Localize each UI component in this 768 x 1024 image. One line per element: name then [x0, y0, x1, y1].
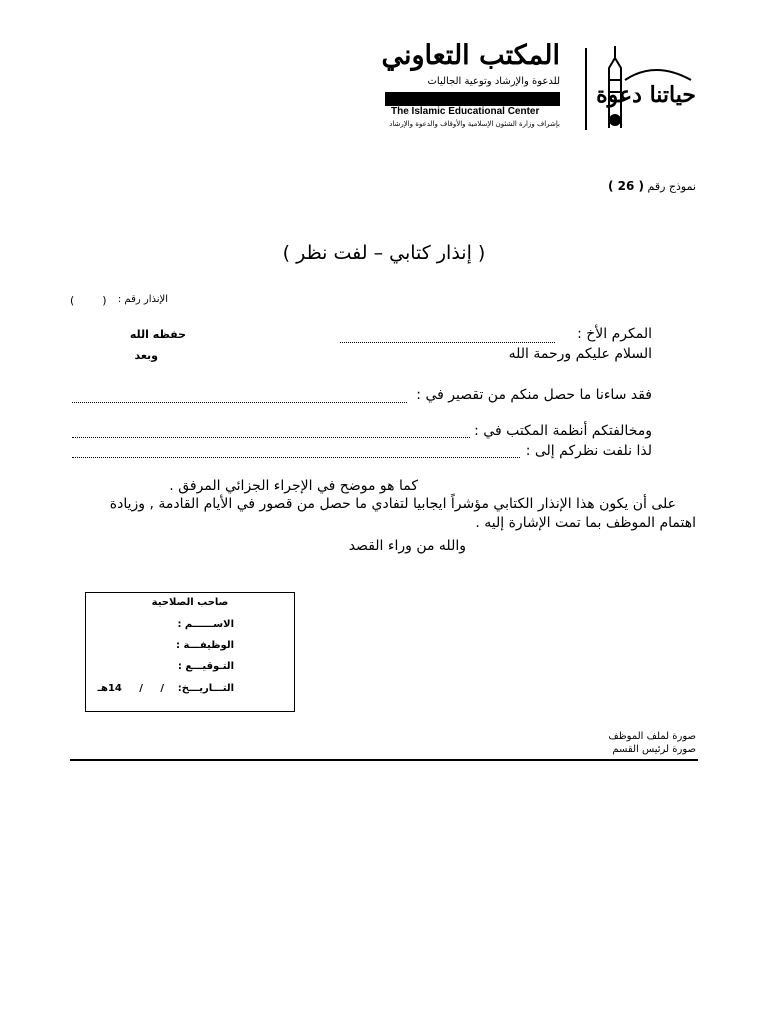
- logo-bar: [385, 92, 560, 106]
- violation-label: ومخالفتكم أنظمة المكتب في :: [474, 423, 652, 439]
- dawa-logo: [595, 40, 700, 135]
- hope-line-1: على أن يكون هذا الإنذار الكتابي مؤشراً ايجابيا لتفادي ما حصل من قصور في الأيام القادمة , وزيادة: [109, 496, 676, 512]
- recipient-suffix: حفظه الله: [129, 328, 186, 341]
- signature-box-heading: صاحب الصلاحية: [151, 597, 229, 608]
- hope-line-2: اهتمام الموظف بما تمت الإشارة إليه .: [475, 515, 696, 531]
- org-name-en: The Islamic Educational Center: [391, 106, 540, 117]
- form-number-label: نموذج رقم: [647, 180, 696, 193]
- violation-field[interactable]: [72, 437, 470, 438]
- name-label: الاســــــم :: [177, 619, 234, 630]
- procedure-line: كما هو موضح في الإجراء الجزائي المرفق .: [169, 478, 418, 494]
- form-number-value: ( 26 ): [607, 179, 644, 193]
- logo-divider: [585, 48, 587, 130]
- recipient-name-field[interactable]: [340, 342, 555, 343]
- signature-box: [85, 592, 295, 712]
- greeting-after: وبعد: [134, 349, 158, 362]
- shortcoming-label: فقد ساءنا ما حصل منكم من تقصير في :: [416, 387, 652, 403]
- org-name-ar: المكتب التعاوني: [381, 40, 560, 71]
- warning-number-label: الإنذار رقم :: [117, 294, 168, 305]
- warning-number-brackets: ( ): [70, 294, 107, 307]
- copy-line-2: صورة لرئيس القسم: [612, 744, 696, 755]
- attention-label: لذا نلفت نظركم إلى :: [525, 443, 652, 459]
- bottom-rule: [70, 759, 698, 761]
- job-label: الوظيفـــة :: [176, 640, 234, 651]
- document-title: ( إنذار كتابي – لفت نظر ): [282, 242, 486, 264]
- globe-icon: [609, 114, 621, 126]
- signature-label: التـوقيـــع :: [177, 661, 234, 672]
- org-supervision-ar: بإشراف وزارة الشئون الإسلامية والأوقاف والدعوة والإرشاد: [389, 120, 560, 128]
- org-subtitle-ar: للدعوة والإرشاد وتوعية الجاليات: [427, 76, 560, 87]
- form-number: [608, 179, 696, 193]
- greeting: السلام عليكم ورحمة الله: [508, 346, 652, 362]
- org-logo: [381, 40, 560, 130]
- date-label: التـــاريـــخ:: [177, 683, 234, 694]
- recipient-label: المكرم الأخ :: [577, 326, 652, 342]
- shortcoming-field[interactable]: [72, 402, 407, 403]
- copy-line-1: صورة لملف الموظف: [608, 731, 696, 742]
- dawa-logo-text: حياتنا دعوة: [596, 82, 696, 108]
- date-value: / / 14هـ: [97, 683, 164, 694]
- attention-field[interactable]: [72, 457, 520, 458]
- closing: والله من وراء القصد: [348, 538, 466, 554]
